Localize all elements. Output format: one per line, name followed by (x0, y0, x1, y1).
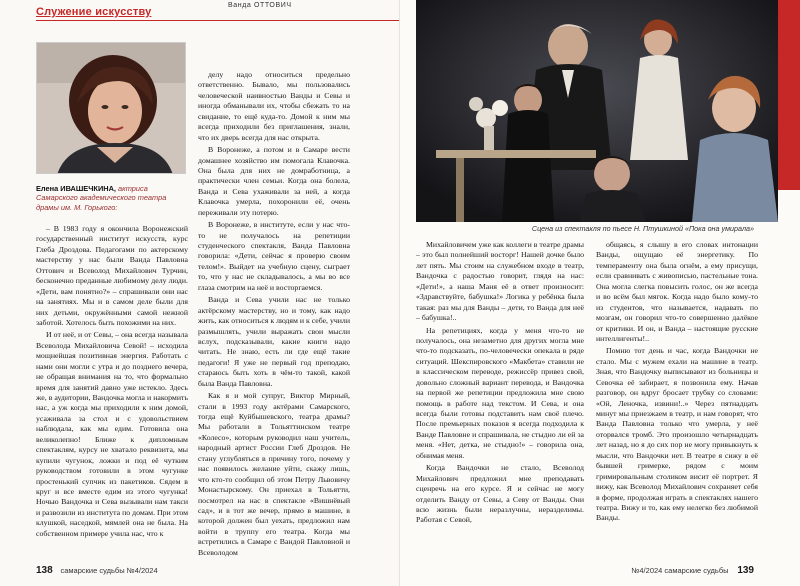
folio-left (36, 565, 158, 576)
magazine-name: №4/2024 самарские судьбы (631, 566, 729, 575)
paragraph: Когда Вандочки не стало, Всеволод Михайлович предложил мне преподавать сценречь на его курсе. Я и сейчас не могу отделить Ванду от Севы, а Севу от Ванды. Они всю жизнь были неразлучны, неразделимы. Работая с Севой, (416, 463, 584, 525)
magazine-name: самарские судьбы №4/2024 (60, 566, 158, 575)
text-column-2 (198, 70, 350, 560)
portrait-photo (36, 42, 186, 174)
paragraph: В Воронеже, а потом и в Самаре вести домашнее хозяйство им помогала Клавочка. Она была для них не домработница, а практически член семьи. Когда она болела, Ванда и Сева ухаживали за ней, а когда Клавочка умерла, похоронили её, очень переживали эту потерю. (198, 145, 350, 217)
person-name: Елена ИВАШЕЧКИНА, (36, 184, 116, 193)
paragraph: делу надо относиться предельно ответственно. Бывало, мы пользовались человеческой наивностью Ванды и Севы и иногда обманывали их, чтобы сбежать то на свидание, то ещё куда-то. Домой к ним мы всегда приходили без приглашения, знали, что их дверь всегда для нас открыта. (198, 70, 350, 142)
portrait-caption (36, 184, 188, 212)
page-number: 139 (737, 565, 754, 576)
paragraph: Как я и мой супруг, Виктор Мирный, стали в 1993 году актёрами Самарского, тогда ещё Куйбышевского, театра драмы? Мы работали в Тольяттинском театре «Колесо», которым руководил наш учитель, народный артист России Глеб Дроздов. Не стану углубляться в причину того, почему у нас появилось желание уйти, скажу лишь, что кто-то сообщил об этом Петру Львовичу Монастырскому. Он приехал в Тольятти, посмотрел на нас в спектакле «Вишнёвый сад», и в тот же вечер, прямо в машине, в которой должен был уехать, предложил нам войти в труппу его театра. Когда мы встретились в Самаре с Вандой Павловной и Всеволодом (198, 391, 350, 557)
paragraph: Помню тот день и час, когда Вандочки не стало. Мы с мужем ехали на машине в театр. Зная, что Вандочку выписывают из больницы и Севочка её забирает, я позвонила ему. Начав разговор, он вдруг бросает трубку со словами: «Ой, Леночка, извини!..» Через пятнадцать минут мы приезжаем в театр, и нам говорят, что Ванда Павловна только что умерла, у неё оторвался тромб. Это произошло четырнадцать лет назад, но я до сих пор не могу привыкнуть к мысли, что Вандочки нет. В театре я сижу в её бывшей гримерке, рядом с моим гримировальным столиком висит её портрет. Я вижу, как Всеволод Михайлович сохраняет себя в форме, продолжая играть в спектаклях нашего театра. Вижу и то, как ему нелегко без любимой Ванды. (596, 346, 758, 523)
text-column-3 (416, 240, 584, 528)
portrait-illustration (37, 43, 186, 174)
section-label: Служение искусству (36, 6, 152, 18)
page-number: 138 (36, 565, 53, 576)
folio-right (631, 565, 754, 576)
paragraph: И от неё, и от Севы, – она всегда называла Всеволода Михайловича Севой! – исходила мощнейшая позитивная энергия. Работать с нами они могли с утра и до позднего вечера, не обращая внимания на то, что формально время для занятий давно уже истекло. Здесь же, в аудитории, Вандочка могла и накормить нас, а уж когда мы приходили к ним домой, усаживала за стол и с удовольствием наблюдала, как мы едим. Готовила она великолепно! Ближе к дипломным спектаклям, курсу не хватало реквизита, мы купили чугунок, ложки и под её чутким руководством готовили в этом чугунке простенький супчик из пакетиков. Сядем в круг и все вместе едим из этого чугунка! Ночью Вандочка и Сева вызывали нам такси и развозили из института по домам. При этом клушкой, наседкой, мямлей она не была. На собственном примере учила нас, что к (36, 330, 188, 538)
text-column-1 (36, 224, 188, 541)
paragraph: Михайловичем уже как коллеги в театре драмы – это был полнейший восторг! Нашей дочке было лет пять. Мы стоим на служебном входе в театр, Вандочка с радостью говорит, глядя на нас: «Дети!», а наша Маня её в ответ произносит: «Здравствуйте, бабушка!» Логика у ребёнка была такая: раз мы для Ванды – дети, то Ванда для неё – бабушка!.. (416, 240, 584, 323)
person-role: актриса Самарского академического театра драмы им. М. Горького: (36, 184, 167, 212)
paragraph: Ванда и Сева учили нас не только актёрскому мастерству, но и тому, как надо жить, как относиться к людям и к себе, учили размышлять, учили выражать свои мысли вслух, подсказывали, какие книги надо читать. Не знаю, есть ли где ещё такие педагоги! Я уже не первый год преподаю, стараюсь быть хоть в чём-то такой, какой была Ванда Павловна. (198, 295, 350, 388)
photo-caption: Сцена из спектакля по пьесе Н. Птушкиной «Пока она умирала» (531, 224, 754, 233)
paragraph: На репетициях, когда у меня что-то не получалось, она незаметно для других могла мне что-то подсказать, по-человечески опекала в ряде ситуаций. Шекспировского «Макбета» ставили не в классическом переводе, режиссёр привез свой, довольно сложный вариант перевода, и Вандочка на первой же репетиции предложила мне свою помощь в работе над текстом. И Сева, и она всегда были готовы подставить нам своё плечо. После премьерных показов я всегда подходила к Ванде Павловне и спрашивала, не стыдно ли ей за меня. «Нет, детка, не стыдно!» – говорила она, обнимая меня. (416, 325, 584, 460)
text-column-4 (596, 240, 758, 526)
paragraph: В Воронеже, в институте, если у нас что-то не получалось на репетиции студенческого спектакля, Ванда Павловна говорила: «Дети, сейчас я проверю своим телом!». Выйдет на учебную сцену, сыграет то, что у нас не складывалось, а мы во все глаза смотрим на неё и восторгаемся. (198, 220, 350, 292)
paragraph: общаясь, я слышу в его словах интонации Ванды, ощущаю её энергетику. По темпераменту она была огнём, а ему присущи, если сравнивать с живописью, пастельные тона. Она могла слегка повысить голос, он же всегда и во всём был мягок. Когда надо было кому-то из студентов, что называется, надавать по мозгам, он говорил что-то совершенно далёкое от критики. И он, и Ванда – настоящие русские интеллигенты!.. (596, 240, 758, 343)
running-head: Ванда ОТТОВИЧ (228, 2, 292, 9)
stage-photo (416, 0, 778, 222)
accent-bar (778, 0, 800, 190)
paragraph: – В 1983 году я окончила Воронежский государственный институт искусств, курс Глеба Дроздова. Педагогами по актерскому мастерству у нас были Ванда Павловна Оттович и Всеволод Михайлович Турчин, бесконечно преданные любимому делу люди. «Дети, вам понятно?» – спрашивали они нас на занятиях. Мы и в самом деле были для них детьми, окружёнными самой нежной заботой. Хотелось быть похожими на них. (36, 224, 188, 327)
stage-illustration (416, 0, 778, 222)
